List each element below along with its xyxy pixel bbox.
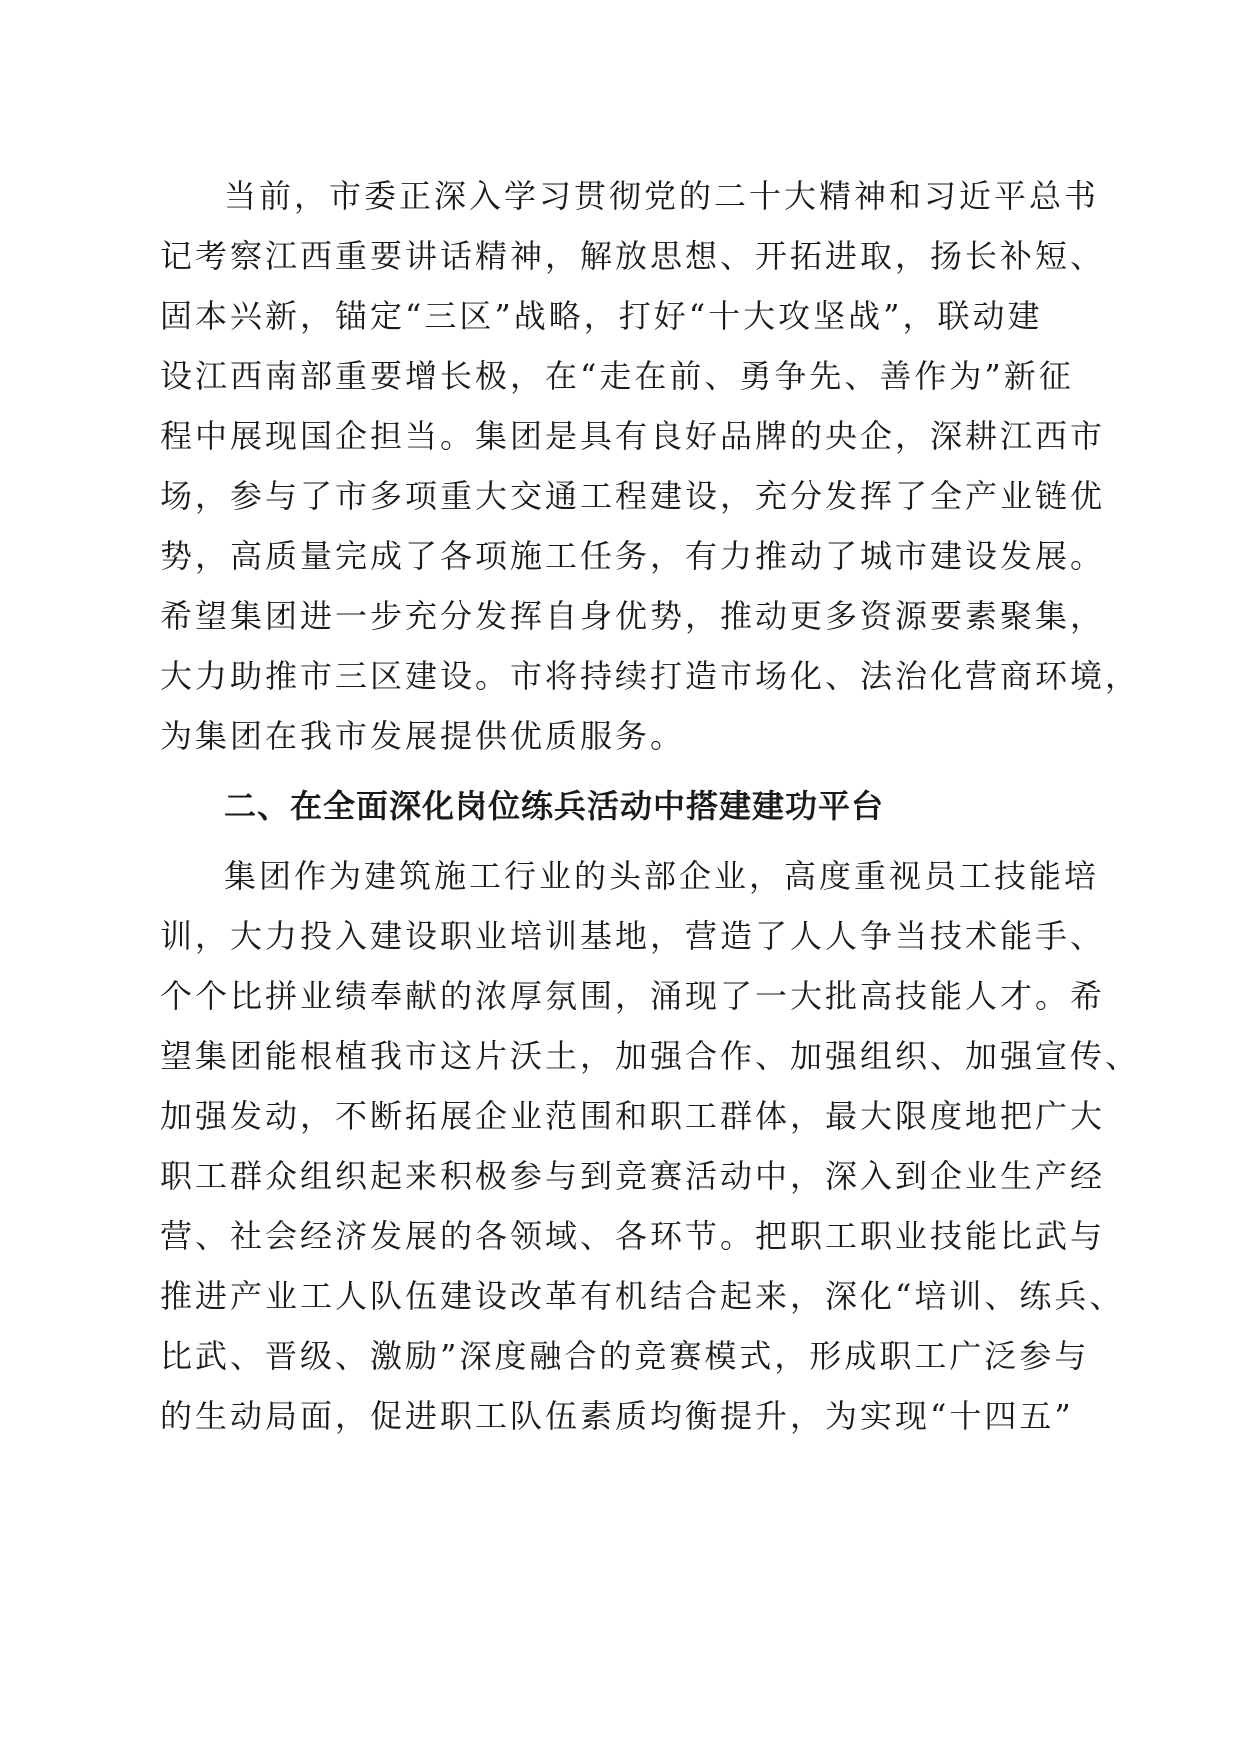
paragraph-1-line-7: 势，高质量完成了各项施工任务，有力推动了城市建设发展。 — [160, 537, 1106, 575]
paragraph-1-line-6: 场，参与了市多项重大交通工程建设，充分发挥了全产业链优 — [160, 477, 1106, 515]
paragraph-1-line-1: 当前，市委正深入学习贯彻党的二十大精神和习近平总书 — [224, 177, 1100, 215]
paragraph-2-line-3: 个个比拼业绩奉献的浓厚氛围，涌现了一大批高技能人才。希 — [160, 977, 1106, 1015]
paragraph-1-line-5: 程中展现国企担当。集团是具有良好品牌的央企，深耕江西市 — [160, 417, 1106, 455]
paragraph-2-line-5: 加强发动，不断拓展企业范围和职工群体，最大限度地把广大 — [160, 1097, 1106, 1135]
paragraph-1-line-8: 希望集团进一步充分发挥自身优势，推动更多资源要素聚集， — [160, 597, 1106, 635]
paragraph-1-line-4: 设江西南部重要增长极，在“走在前、勇争先、善作为”新征 — [160, 357, 1074, 395]
paragraph-2-line-10: 的生动局面，促进职工队伍素质均衡提升，为实现“十四五” — [160, 1397, 1074, 1435]
paragraph-2-line-6: 职工群众组织起来积极参与到竞赛活动中，深入到企业生产经 — [160, 1157, 1106, 1195]
paragraph-1-line-3: 固本兴新，锚定“三区”战略，打好“十大攻坚战”，联动建 — [160, 297, 1043, 335]
paragraph-2-line-8: 推进产业工人队伍建设改革有机结合起来，深化“培训、练兵、 — [160, 1277, 1125, 1315]
paragraph-1-line-2: 记考察江西重要讲话精神，解放思想、开拓进取，扬长补短、 — [160, 237, 1106, 275]
paragraph-2-line-4: 望集团能根植我市这片沃土，加强合作、加强组织、加强宣传、 — [160, 1037, 1141, 1075]
paragraph-2-line-2: 训，大力投入建设职业培训基地，营造了人人争当技术能手、 — [160, 917, 1106, 955]
paragraph-2-line-9: 比武、晋级、激励”深度融合的竞赛模式，形成职工广泛参与 — [160, 1337, 1090, 1375]
section-heading: 二、在全面深化岗位练兵活动中搭建建功平台 — [224, 787, 885, 825]
paragraph-2-line-7: 营、社会经济发展的各领域、各环节。把职工职业技能比武与 — [160, 1217, 1106, 1255]
paragraph-2-line-1: 集团作为建筑施工行业的头部企业，高度重视员工技能培 — [224, 857, 1100, 895]
paragraph-1-line-9: 大力助推市三区建设。市将持续打造市场化、法治化营商环境， — [160, 657, 1141, 695]
paragraph-1-line-10: 为集团在我市发展提供优质服务。 — [160, 717, 686, 755]
